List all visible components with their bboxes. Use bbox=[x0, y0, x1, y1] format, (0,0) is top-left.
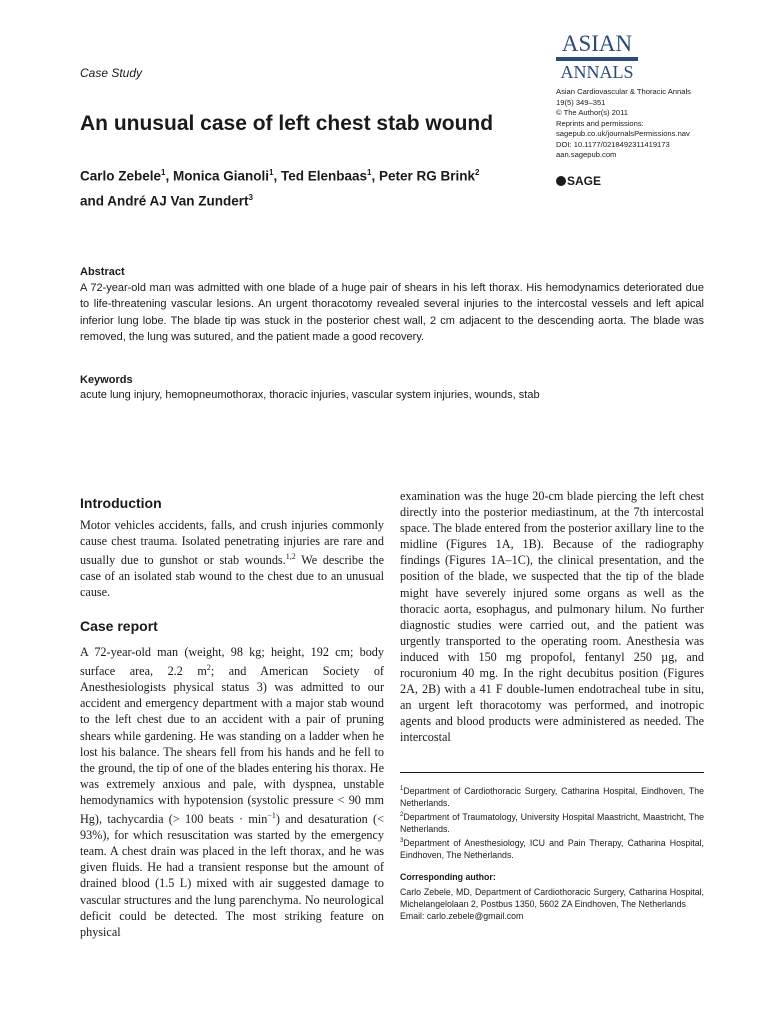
introduction-text bbox=[80, 517, 384, 601]
case-text-1: A 72-year-old man (weight, 98 kg; height, 192 cm; body surface area, 2.2 m bbox=[80, 645, 384, 679]
author-line-1 bbox=[80, 162, 479, 187]
corresponding-author-heading: Corresponding author: bbox=[400, 872, 496, 882]
author-list bbox=[80, 162, 479, 211]
journal-logo-bottom: ANNALS bbox=[560, 62, 634, 82]
author-line-2 bbox=[80, 187, 479, 212]
journal-volume: 19(5) 349–351 bbox=[556, 97, 606, 107]
footnote-number: 1 bbox=[400, 786, 404, 792]
author-name: , Monica Gianoli bbox=[165, 168, 269, 184]
footnote bbox=[400, 783, 704, 809]
footnote-text: Department of Anesthesiology, ICU and Pain Therapy, Catharina Hospital, Eindhoven, The Netherlands. bbox=[400, 838, 704, 861]
journal-info bbox=[556, 87, 691, 161]
corresponding-email[interactable]: Email: carlo.zebele@gmail.com bbox=[400, 911, 524, 922]
footnote-number: 2 bbox=[400, 812, 404, 819]
footnote-number: 3 bbox=[400, 838, 404, 845]
author-name: , Ted Elenbaas bbox=[273, 168, 367, 184]
case-text-3: ) and desaturation (< 93%), for which resuscitation was started by the emergency team. A chest drain was placed in the left thorax, and he was given fluids. He had a transient response but the amount of drained blood (1.5 L) mixed with air suggested damage to vascular structures and the lung parenchyma. No neurological deficit could be detected. The most striking feature on physical bbox=[80, 812, 384, 939]
journal-name: Asian Cardiovascular & Thoracic Annals bbox=[556, 87, 691, 96]
affiliation-marker: 1 bbox=[161, 168, 166, 177]
case-report-heading: Case report bbox=[80, 618, 158, 634]
abstract-heading: Abstract bbox=[80, 266, 125, 278]
reference-marker: 1,2 bbox=[285, 552, 296, 562]
journal-site-link[interactable]: aan.sagepub.com bbox=[556, 150, 617, 159]
intro-text-a: Motor vehicles accidents, falls, and crush injuries commonly cause chest trauma. Isolated penetrating injuries are rare and usually due to gunshot or stab wounds. bbox=[80, 518, 384, 568]
journal-doi: DOI: 10.1177/0218492311419173 bbox=[556, 139, 670, 149]
journal-reprints: Reprints and permissions: bbox=[556, 118, 644, 128]
footnote-divider bbox=[400, 772, 704, 773]
right-column-paragraph: examination was the huge 20-cm blade piercing the left chest directly into the posterior mediastinum, at the 7th intercostal space. The blade entered from the posterior axillary line to the midline (Figures 1A, 1B). Because of the radiography findings (Figures 1A–1C), the clinical presentation, and the position of the blade, we suspected that the tip of the blade might have severely injured some organs as well as the thoracic aorta, esophagus, and pulmonary hilum. No further diagnostic studies were carried out, and the patient was urgently transported to the operating room. Anesthesia was induced with 150 mg propofol, fentanyl 250 µg, and rocuronium 40 mg. In the right decubitus position (Figures 2A, 2B) with a 41 F double-lumen endotracheal tube in situ, an urgent left thoracotomy was performed, and inotropic agents and blood products were administered as needed. The intercostal bbox=[400, 489, 704, 745]
abstract-text: A 72-year-old man was admitted with one blade of a huge pair of shears in his left thorax. His hemodynamics deteriorated due to life-threatening vascular lesions. An urgent thoracotomy revealed several injuries to the intercostal vessels and left apical inferior lung lobe. The blade tip was stuck in the posterior chest wall, 2 cm adjacent to the descending aorta. The blade was removed, the lung was sutured, and the patient made a good recovery. bbox=[80, 282, 704, 343]
right-column-text bbox=[400, 488, 704, 746]
corresponding-address: Carlo Zebele, MD, Department of Cardiothoracic Surgery, Catharina Hospital, Michelangelolaan 2, Postbus 1350, 5602 ZA Eindhoven, The Netherlands bbox=[400, 887, 704, 910]
journal-logo-bar bbox=[556, 57, 638, 61]
journal-logo-top: ASIAN bbox=[561, 31, 633, 56]
superscript: 2 bbox=[206, 663, 211, 673]
footnote bbox=[400, 835, 704, 861]
publisher-logo bbox=[556, 174, 601, 188]
superscript: −1 bbox=[267, 811, 276, 820]
affiliation-footnotes bbox=[400, 783, 704, 861]
affiliation-marker: 1 bbox=[269, 168, 274, 177]
affiliation-marker: 2 bbox=[474, 168, 480, 177]
introduction-heading: Introduction bbox=[80, 495, 162, 511]
footnote bbox=[400, 809, 704, 835]
keywords-text: acute lung injury, hemopneumothorax, thoracic injuries, vascular system injuries, wounds, stab bbox=[80, 389, 540, 401]
affiliation-marker: 1 bbox=[366, 168, 372, 177]
publisher-name: SAGE bbox=[567, 174, 602, 188]
footnote-text: Department of Cardiothoracic Surgery, Catharina Hospital, Eindhoven, The Netherlands. bbox=[400, 785, 704, 809]
footnote-text: Department of Traumatology, University Hospital Maastricht, Maastricht, The Netherlands. bbox=[400, 812, 704, 835]
keywords-heading: Keywords bbox=[80, 374, 133, 386]
author-name: Carlo Zebele bbox=[80, 168, 162, 184]
case-report-text bbox=[80, 644, 384, 940]
intro-text-b: We describe the case of an isolated stab wound to the chest due to an unusual cause. bbox=[80, 553, 384, 600]
corresponding-author-text bbox=[400, 886, 704, 922]
journal-logo bbox=[556, 33, 638, 81]
journal-copyright: © The Author(s) 2011 bbox=[556, 108, 629, 117]
author-name: , Peter RG Brink bbox=[371, 168, 475, 184]
case-text-2: ; and American Society of Anesthesiologists physical status 3) was admitted to our accident and emergency department with a major stab wound to the left chest due to an accident with a pair of pruning shears while gardening. He was standing on a ladder when he lost his balance. The shears fell from his hands and he fell to the ground, the tip of one of the blades entering his thorax. He was extremely anxious and pale, with dyspnea, unstable hemodynamics with hypotension (systolic pressure < 90 mm Hg), tachycardia (> 100 beats · min bbox=[80, 664, 384, 827]
author-name: and André AJ Van Zundert bbox=[80, 193, 249, 208]
journal-permissions-link[interactable]: sagepub.co.uk/journalsPermissions.nav bbox=[556, 129, 690, 138]
article-title: An unusual case of left chest stab wound bbox=[80, 112, 494, 135]
article-type-label: Case Study bbox=[80, 66, 143, 80]
affiliation-marker: 3 bbox=[248, 192, 253, 202]
sage-circle-icon bbox=[556, 176, 566, 186]
